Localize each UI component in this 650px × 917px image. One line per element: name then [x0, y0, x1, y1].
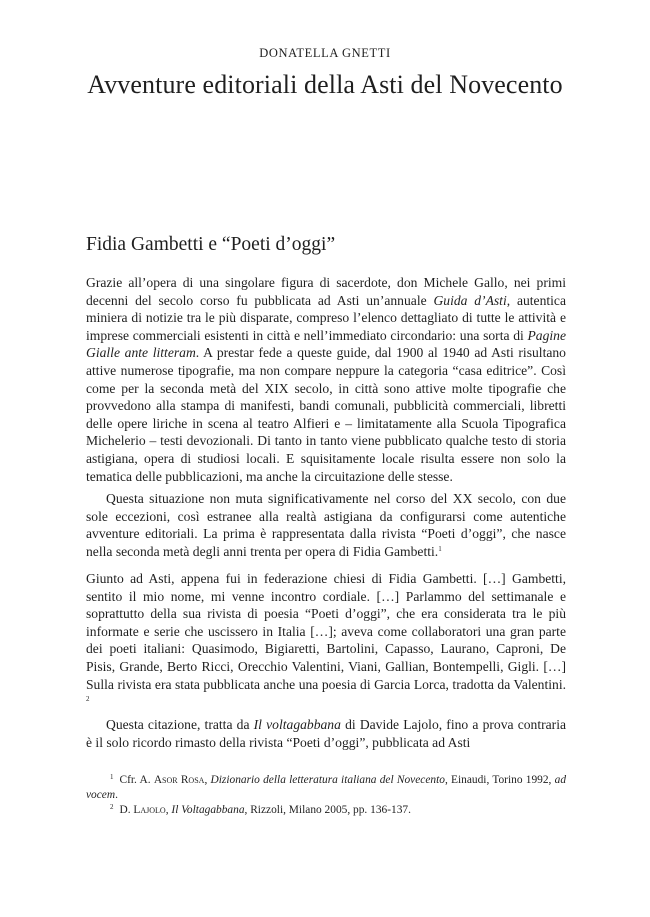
text-run: Questa citazione, tratta da	[106, 717, 254, 732]
text-run: .	[115, 789, 118, 801]
footnote-1	[86, 773, 566, 803]
footnote-ref[interactable]: 2	[86, 695, 90, 704]
text-run: Questa situazione non muta significativamente nel corso del XX secolo, con due sole eccezioni, così estranee alla realtà astigiana da configurarsi come autentiche avventure editoriali. La prima è rappresentata dalla rivista “Poeti d’oggi”, che nasce nella seconda metà degli anni trenta per opera di Fidia Gambetti.	[86, 491, 566, 559]
text-run: , Rizzoli, Milano 2005, pp. 136-137.	[244, 804, 411, 816]
paragraph-2	[86, 490, 566, 560]
italic-title: Guida d’Asti	[433, 292, 507, 308]
article-title: Avventure editoriali della Asti del Novecento	[87, 70, 563, 99]
paragraph-3	[86, 716, 566, 751]
text-run: Grazie all’opera di una singolare figura di sacerdote, don Michele Gallo, nei primi decenni del secolo corso fu pubblicata ad Asti un’annuale	[86, 275, 566, 308]
paragraph-1	[86, 274, 566, 485]
text-run: ,	[165, 804, 172, 816]
text-run: ,	[204, 774, 211, 786]
italic-phrase: Pagine Gialle ante litteram	[86, 327, 566, 361]
text-run: D.	[119, 804, 134, 816]
text-run: , autentica miniera di notizie tra le più disparate, compreso l’elenco dettagliato di tutte le attività e imprese commerciali esistenti in città e nell’immediato circondario: una sorta di	[86, 292, 567, 343]
text-run: di Davide Lajolo, fino a prova contraria è il solo ricordo rimasto della rivista “Poeti d’oggi”, pubblicata ad Asti	[86, 717, 567, 750]
work-title: Il Voltagabbana	[171, 804, 245, 816]
text-run: , Einaudi, Torino 1992,	[444, 774, 555, 786]
author-name: DONATELLA GNETTI	[259, 46, 391, 60]
work-title: Dizionario della letteratura italiana del Novecento	[210, 774, 445, 786]
text-run: . A prestar fede a queste guide, dal 1900 al 1940 ad Asti risultano attive numerose tipografie, ma non compare neppure la categoria “casa editrice”. Così come per la seconda metà del XIX secolo, in città sono attive molte tipografie che provvedono alla stampa di manifesti, bandi comunali, pubblicità commerciali, libretti delle opere liriche in scena al teatro Alfieri e – limitatamente alla Scuola Tipografica Michelerio – testi devozionali. Di tanto in tanto viene pubblicato qualche testo di storia astigiana, opera di studiosi locali. E squisitamente locale risulta essere non solo la tematica delle pubblicazioni, ma anche la circuitazione delle stesse.	[86, 345, 566, 484]
author-name-smallcaps: Lajolo	[133, 804, 166, 816]
italic-title: Il voltagabbana	[253, 717, 341, 732]
text-run: Cfr. A.	[119, 774, 154, 786]
footnote-number: 2	[110, 803, 114, 811]
author-name-smallcaps: Asor Rosa	[153, 774, 205, 786]
quote-text: Giunto ad Asti, appena fui in federazione chiesi di Fidia Gambetti. […] Gambetti, sentito il mio nome, mi venne incontro cordiale. […] Parlammo del settimanale e soprattutto della sua rivista di poesia “Poeti d’oggi”, che era considerata tra le più informate e serie che uscissero in Italia […]; aveva come collaboratori una gran parte dei poeti italiani: Quasimodo, Bigiaretti, Bartolini, Capasso, Laurano, Caproni, De Pisis, Grande, Berto Ricci, Orecchio Valentini, Viani, Gallian, Bontempelli, Gigli. […] Sulla rivista era stata pubblicata anche una poesia di Garcia Lorca, tradotta da Valentini.	[86, 571, 566, 692]
italic-phrase: ad vocem	[86, 774, 567, 801]
footnote-ref[interactable]: 1	[438, 544, 442, 553]
section-heading: Fidia Gambetti e “Poeti d’oggi”	[86, 234, 336, 255]
block-quote	[86, 570, 566, 711]
footnote-2	[86, 803, 566, 818]
footnotes	[86, 773, 566, 818]
footnote-number: 1	[110, 773, 114, 781]
